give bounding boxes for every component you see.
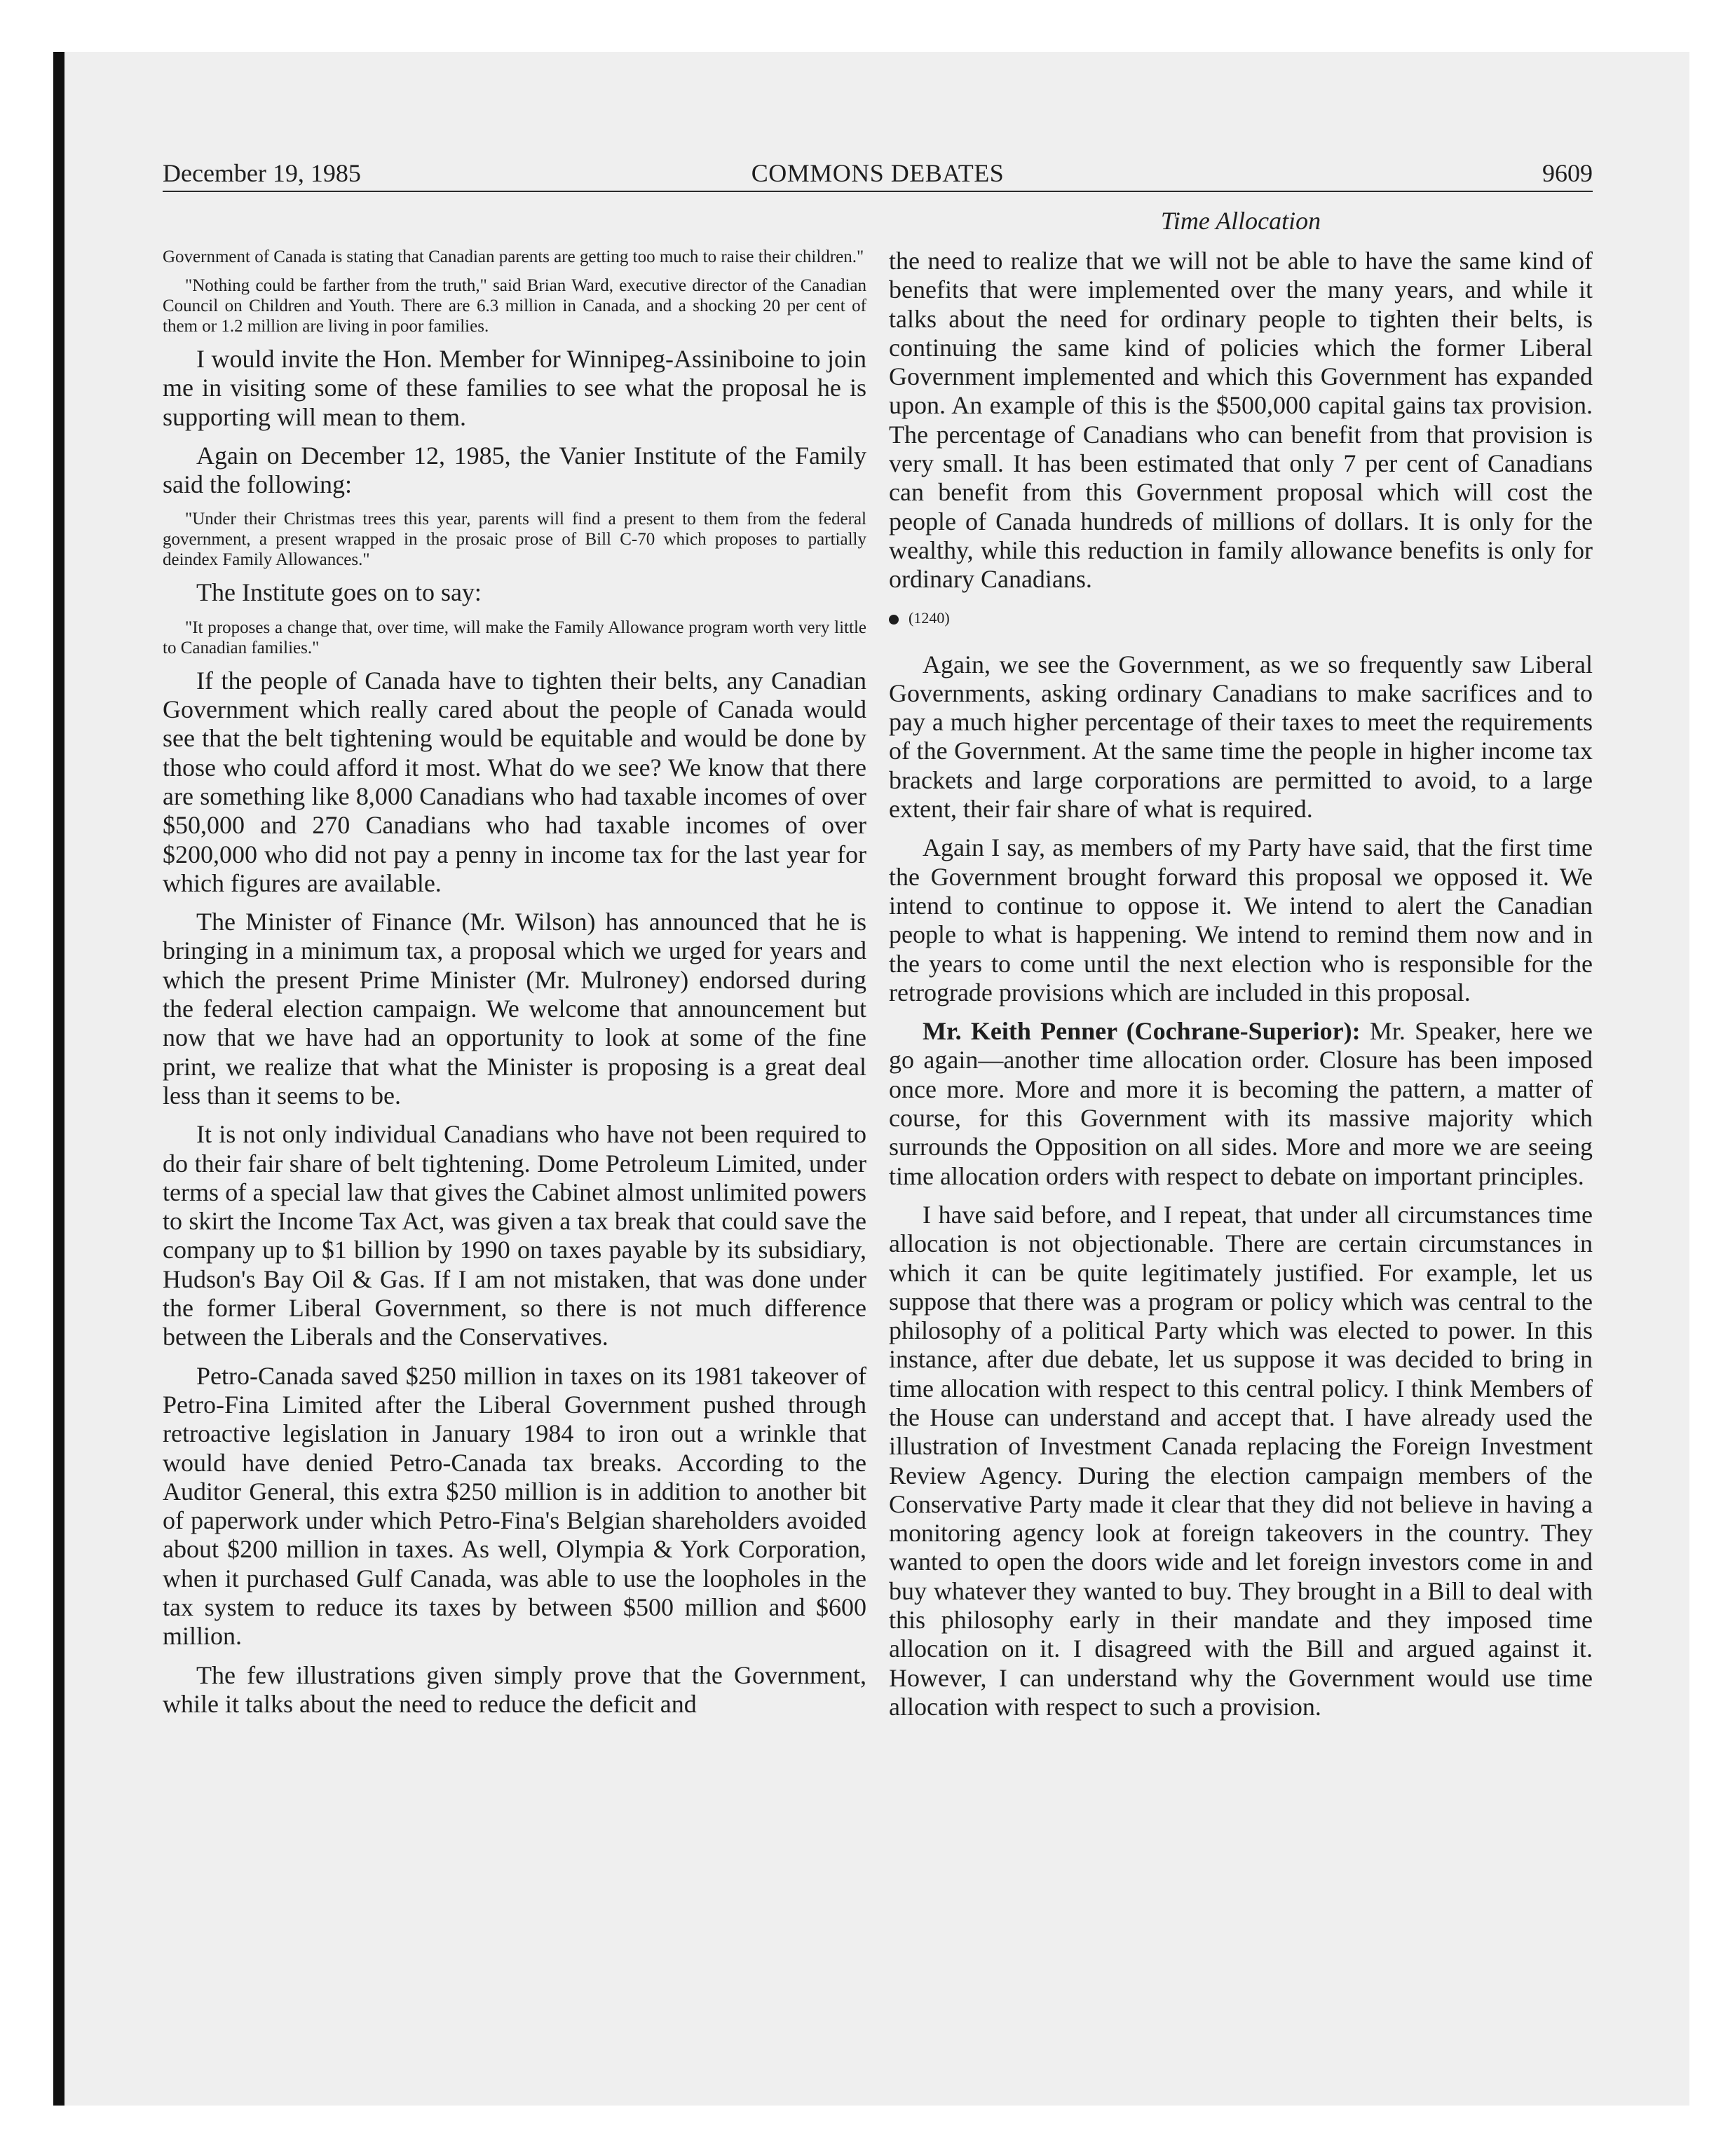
page-header — [163, 156, 1593, 191]
time-marker-label: (1240) — [909, 608, 950, 627]
right-column — [889, 247, 1593, 1731]
body-paragraph: If the people of Canada have to tighten their belts, any Canadian Government which really cared about the people of Canada would see that the belt tightening would be equitable and would be done by those who could afford it most. What do we see? We know that there are something like 8,000 Canadians who had taxable incomes of over $50,000 and 270 Canadians who had taxable incomes of over $200,000 who did not pay a penny in income tax for the last year for which figures are available. — [163, 666, 866, 897]
speech-paragraph — [889, 1017, 1593, 1191]
body-paragraph: Again I say, as members of my Party have said, that the first time the Government brought forward this proposal we opposed it. We intend to continue to oppose it. We intend to alert the Canadian people to what is happening. We intend to remind them now and in the years to come until the next election who is responsible for the retrograde provisions which are included in this proposal. — [889, 833, 1593, 1007]
header-page-number: 9609 — [1542, 159, 1593, 187]
quote-block: "Nothing could be farther from the truth," said Brian Ward, executive director of the Canadian Council on Children and Youth. There are 6.3 million in Canada, and a shocking 20 per cent of them or 1.2 million are living in poor families. — [163, 276, 866, 336]
scan-edge — [53, 52, 64, 2106]
quote-block: Government of Canada is stating that Canadian parents are getting too much to raise their children." — [163, 247, 864, 266]
body-paragraph: The few illustrations given simply prove that the Government, while it talks about the need to reduce the deficit and — [163, 1660, 866, 1718]
body-paragraph: Petro-Canada saved $250 million in taxes on its 1981 takeover of Petro-Fina Limited after the Liberal Government pushed through retroactive legislation in January 1984 to iron out a wrinkle that would have denied Petro-Canada tax breaks. According to the Auditor General, this extra $250 million is in addition to another bit of paperwork under which Petro-Fina's Belgian shareholders avoided about $200 million in taxes. As well, Olympia & York Corporation, when it purchased Gulf Canada, was able to use the loopholes in the tax system to reduce its taxes by between $500 million and $600 million. — [163, 1361, 866, 1651]
header-rule — [163, 191, 1593, 192]
section-title: Time Allocation — [1160, 207, 1321, 235]
speaker-name: Mr. Keith Penner (Cochrane-Superior): — [923, 1017, 1361, 1046]
header-journal-title: COMMONS DEBATES — [751, 159, 1005, 187]
body-paragraph: Again on December 12, 1985, the Vanier Institute of the Family said the following: — [163, 441, 866, 499]
body-paragraph: the need to realize that we will not be able to have the same kind of benefits that were implemented over the many years, and while it talks about the need for ordinary people to tighten their belts, is continuing the same kind of policies which the former Liberal Government implemented and which this Government has expanded upon. An example of this is the $500,000 capital gains tax provision. The percentage of Canadians who can benefit from that provision is very small. It has been estimated that only 7 per cent of Canadians can benefit from this Government proposal which will cost the people of Canada hundreds of millions of dollars. It is only for the wealthy, while this reduction in family allowance benefits is only for ordinary Canadians. — [889, 247, 1593, 594]
bullet-icon — [889, 615, 899, 625]
speech-text: Mr. Speaker, here we go again—another time allocation order. Closure has been imposed once more. More and more it is becoming the pattern, a matter of course, for this Government with its massive majority which surrounds the Opposition on all sides. More and more we are seeing time allocation orders with respect to debate on important principles. — [889, 1017, 1593, 1190]
body-paragraph: The Institute goes on to say: — [196, 578, 482, 607]
body-paragraph: I would invite the Hon. Member for Winnipeg-Assiniboine to join me in visiting some of these families to see what the proposal he is supporting will mean to them. — [163, 345, 866, 431]
body-paragraph: I have said before, and I repeat, that under all circumstances time allocation is not objectionable. There are certain circumstances in which it can be quite legitimately justified. For example, let us suppose that there was a program or policy which was central to the philosophy of a political Party which was elected to power. In this instance, after due debate, let us suppose it was decided to bring in time allocation with respect to this central policy. I think Members of the House can understand and accept that. I have already used the illustration of Investment Canada replacing the Foreign Investment Review Agency. During the election campaign members of the Conservative Party made it clear that they did not believe in having a monitoring agency look at foreign takeovers in the country. They wanted to open the doors wide and let foreign investors come in and buy whatever they wanted to buy. They brought in a Bill to deal with this philosophy early in their mandate and they imposed time allocation on it. I disagreed with the Bill and argued against it. However, I can understand why the Government would use time allocation with respect to such a provision. — [889, 1200, 1593, 1721]
body-paragraph: The Minister of Finance (Mr. Wilson) has announced that he is bringing in a minimum tax, a proposal which we urged for years and which the present Prime Minister (Mr. Mulroney) endorsed during the federal election campaign. We welcome that announcement but now that we have had an opportunity to look at some of the fine print, we realize that what the Minister is proposing is a great deal less than it seems to be. — [163, 908, 866, 1110]
header-date: December 19, 1985 — [163, 159, 361, 187]
left-column — [163, 247, 866, 1728]
quote-block: "Under their Christmas trees this year, parents will find a present to them from the federal government, a present wrapped in the prosaic prose of Bill C-70 which proposes to partially deindex Family Allowances." — [163, 510, 866, 570]
time-marker — [889, 604, 1593, 632]
body-paragraph: Again, we see the Government, as we so frequently saw Liberal Governments, asking ordinary Canadians to make sacrifices and to pay a much higher percentage of their taxes to meet the requirements of the Government. At the same time the people in higher income tax brackets and large corporations are permitted to avoid, to a large extent, their fair share of what is required. — [889, 650, 1593, 824]
quote-block: "It proposes a change that, over time, will make the Family Allowance program worth very little to Canadian families." — [163, 618, 866, 657]
body-paragraph: It is not only individual Canadians who have not been required to do their fair share of belt tightening. Dome Petroleum Limited, under terms of a special law that gives the Cabinet almost unlimited powers to skirt the Income Tax Act, was given a tax break that could save the company up to $1 billion by 1990 on taxes payable by its subsidiary, Hudson's Bay Oil & Gas. If I am not mistaken, that was done under the former Liberal Government, so there is not much difference between the Liberals and the Conservatives. — [163, 1120, 866, 1351]
